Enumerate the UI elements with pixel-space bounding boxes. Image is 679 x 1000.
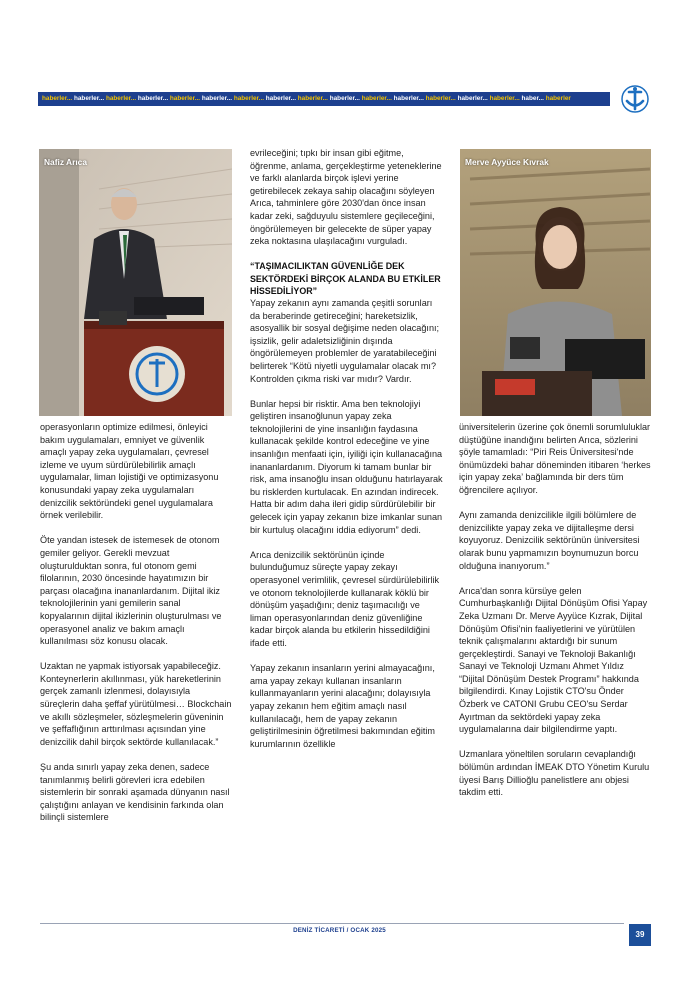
speaker-photo-left: [39, 149, 232, 416]
paragraph: Bunlar hepsi bir risktir. Ama ben teknolojiyi geliştiren insanoğlunun yapay zeka teknolojilerini de yine insanlığın faydasına kullanacak şekilde kontrol edeceğine ve yine insanlığın menfaati için, iyiliği için kullanacağına inananlardanım. Diyorum ki tamam bunlar bir risk, ama insanoğlu insan olduğunu hatırlayarak bu risklerden kurtulacak. En azından indirecek. Hatta bir adım daha ileri gidip sürdürülebilir bir gelecek için yapay zekanın bize imkanlar sunan bir kurtuluş olacağını iddia ediyorum” dedi.: [250, 398, 443, 535]
header-tag: haberler...: [393, 95, 426, 102]
paragraph: Şu anda sınırlı yapay zeka denen, sadece tanımlanmış belirli görevleri icra edebilen sistemlerin bir sonraki aşamada dünyanın nasıl çalıştığını anlayan ve kendisinin farkında olan bilinçli sistemlere: [40, 762, 230, 823]
paragraph: Arıca denizcilik sektörünün içinde bulunduğumuz süreçte yapay zekayı operasyonel verimlilik, çevresel sürdürülebilirlik ve otonom teknolojilerde kullanarak köklü bir dönüşüm yaşadığını; deniz taşımacılığı ve liman operasyonlarından deniz güvenliğine kadar birçok alanda bu etkilerin hissedildiğini ifade etti.: [250, 549, 440, 648]
publication-footer: DENİZ TİCARETİ / OCAK 2025: [293, 927, 386, 934]
header-tag: haberler...: [233, 95, 266, 102]
article-column-3: [459, 421, 651, 811]
page-number: 39: [629, 924, 651, 946]
header-tag: haberler...: [361, 95, 394, 102]
header-tag: haberler...: [329, 95, 362, 102]
header-tag: haberler: [545, 95, 571, 102]
photo-nafiz-arica: [39, 149, 232, 416]
footer-divider: [40, 923, 624, 924]
article-column-1: [40, 421, 232, 837]
paragraph: Yapay zekanın insanların yerini almayacağını, ama yapay zekayı kullanan insanların kullanmayanların yerini alacağını; dolayısıyla yapay zekanın hem eğitim amaçlı nasıl kullanılacağı, hem de yapay zekanın geliştirilmesinin öğretilmesi bakımından eğitim kurumlarının özellikle: [250, 663, 435, 749]
paragraph: operasyonların optimize edilmesi, önleyici bakım uygulamaları, emniyet ve güvenlik amaçlı yapay zeka uygulamaları, çevresel izleme ve uyum sürdürülebilirlik amaçlı uygulamalar, liman lojistiği ve optimizasyonu konusundaki yapay zeka uygulamaları denizcilik sektöründeki genel uygulamalara örnek verilebilir.: [40, 422, 219, 521]
header-tag: haberler...: [457, 95, 490, 102]
header-tag: haber...: [521, 95, 546, 102]
paragraph: üniversitelerin üzerine çok önemli sorumluluklar düştüğüne inandığını belirten Arıca, sözlerini şöyle tamamladı: “Piri Reis Üniversitesi'nde önümüzdeki bahar döneminden itibaren ‘herkes için yapay zeka’ bağlamında bir ders tüm öğrencilere açılıyor.: [459, 422, 651, 495]
header-tag: haberler...: [265, 95, 298, 102]
paragraph: Yapay zekanın aynı zamanda çeşitli sorunları da beraberinde getireceğini; hareketsizlik, asosyallik bir sosyal değişime neden olacağını; işsizlik, gelir adaletsizliğinin dışında öngörülemeyen problemler de yaratabileceğini belirterek “Kötü niyetli uygulamalar olacak mı? Kontrolden çıkma riski var mıdır? Vardır.: [250, 297, 440, 384]
paragraph: Aynı zamanda denizcilikle ilgili bölümlere de denizcilikte yapay zeka ve dijitalleşme dersi koyuyoruz. Denizcilik sektörünün üniversitesi olarak bunu yapmamızın boynumuzun borcu olduğuna inanıyorum.”: [459, 510, 640, 571]
header-tag: haberler...: [297, 95, 330, 102]
paragraph: Arıca'dan sonra kürsüye gelen Cumhurbaşkanlığı Dijital Dönüşüm Ofisi Yapay Zeka Uzmanı Dr. Merve Ayyüce Kızrak, Dijital Dönüşüm Ofisi'nin faaliyetlerini ve yürütülen teknik çalışmalarını aktardığı bir sunum gerçekleştirdi. Sanayi ve Teknoloji Bakanlığı Sanayi ve Teknoloji Uzmanı Ahmet Yıldız “Dijital Dönüşüm Destek Programı” hakkında bilgilendirdi. Kınay Lojistik CTO'su Önder Özberk ve CATONI Grubu CEO'su Serdar Ayırtman da sektördeki yapay zeka uygulamalarına dair bilgilendirme yaptı.: [459, 585, 648, 735]
header-tag-strip: [38, 92, 610, 106]
chamber-logo-icon: [620, 84, 650, 114]
header-tag: haberler...: [73, 95, 106, 102]
photo-merve-ayyuce-kivrak: [460, 149, 651, 416]
paragraph: Öte yandan istesek de istemesek de otonom gemiler geliyor. Gerekli mevzuat oluşturulduktan sonra, ful otonom gemi filolarının, 2030 öncesinde hayatımızın bir parçası olacağına inananlardanım. Dijital ikiz teknolojilerinin yani gemilerin sanal kopyalarının dijital ikizlerinin oluşturulması ve operasyonel analiz ve bakım amaçlı kullanılması söz konusu olacak.: [40, 535, 222, 647]
photo-caption-right: Merve Ayyüce Kıvrak: [465, 157, 549, 167]
header-tag: haberler...: [137, 95, 170, 102]
speaker-photo-right: [460, 149, 651, 416]
header-tag: haberler...: [489, 95, 522, 102]
header-tag: haberler...: [105, 95, 138, 102]
photo-caption-left: Nafiz Arıca: [44, 157, 87, 167]
header-tag: haberler...: [201, 95, 234, 102]
section-heading: “TAŞIMACILIKTAN GÜVENLİĞE DEK SEKTÖRDEKİ BİRÇOK ALANDA BU ETKİLER HİSSEDİLİYOR”: [250, 261, 441, 296]
header-tag: haberler...: [169, 95, 202, 102]
header-tag: haberler...: [42, 95, 74, 102]
paragraph: evrileceğini; tıpkı bir insan gibi eğitme, öğrenme, anlama, gerçekleştirme yeteneklerine ve farklı alanlarda birçok işlevi yerine getirebilecek zekaya sahip olacağını söyleyen Arıca, tahminlere göre 2030'dan önce insan kadar zeki, sağduyulu sistemlere geçileceğini, öngörülemeyen bir gelecekte de süper yapay zeka noktasına ulaşılacağını vurguladı.: [250, 148, 442, 247]
paragraph: Uzmanlara yöneltilen soruların cevaplandığı bölümün ardından İMEAK DTO Yönetim Kurulu üyesi Barış Dillioğlu panelistlere anı objesi takdim etti.: [459, 749, 650, 798]
article-column-2: [250, 147, 444, 763]
paragraph: Uzaktan ne yapmak istiyorsak yapabileceğiz. Konteynerlerin akıllınması, yük hareketlerinin gerçek zamanlı izlenmesi, dolayısıyla süreçlerin daha şeffaf yürütülmesi… Blockchain ve akıllı sözleşmeler, sözleşmelerin güveninin ve şeffaflığının arttırılması açısından yine denizcilik dahil birçok sektörde kullanılacak.”: [40, 661, 232, 747]
header-tag: haberler...: [425, 95, 458, 102]
header-tags: [42, 95, 571, 102]
